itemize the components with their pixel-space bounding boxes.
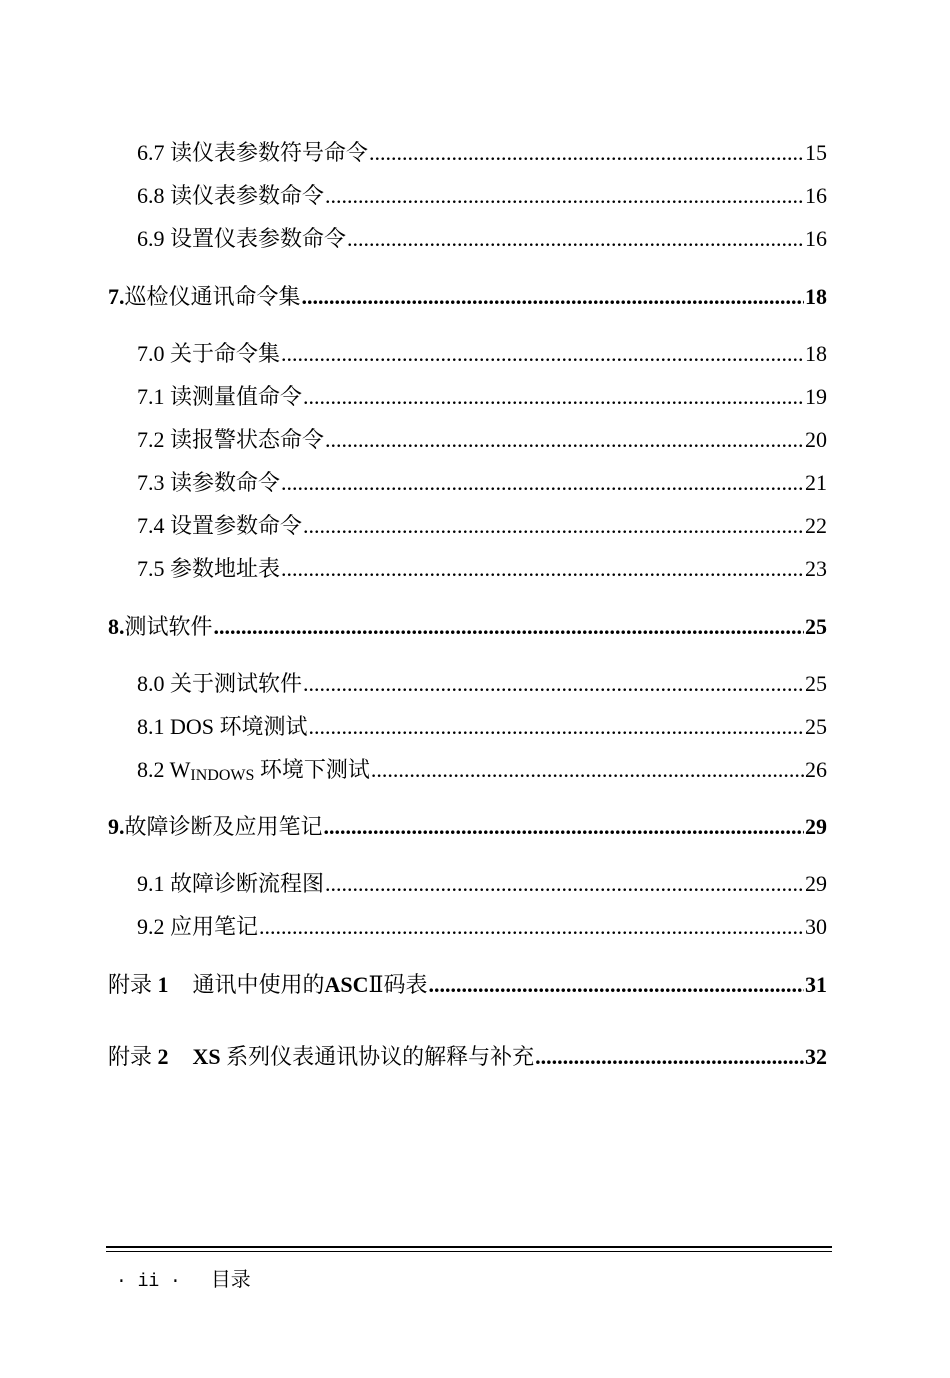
toc-appendix-2[interactable]: 附录 2 XS 系列仪表通讯协议的解释与补充 ..... 32	[108, 1042, 827, 1072]
toc-entry-9-2[interactable]: 9.2 应用笔记 ..... 30	[137, 912, 827, 942]
dot-leader	[535, 1042, 804, 1072]
page-number: 21	[805, 470, 827, 495]
footer-rule	[106, 1246, 832, 1248]
dot-leader	[214, 612, 804, 642]
page-number: 29	[805, 871, 827, 896]
page-number: 25	[805, 714, 827, 739]
page-number: 30	[805, 914, 827, 939]
page-number: 32	[805, 1044, 827, 1069]
toc-entry-7-2[interactable]: 7.2 读报警状态命令 ..... 20	[137, 425, 827, 455]
dot-leader	[259, 912, 804, 942]
dot-leader	[324, 812, 804, 842]
page-number: 19	[805, 384, 827, 409]
page-number: 16	[805, 226, 827, 251]
page-number: 31	[805, 972, 827, 997]
dot-leader	[325, 869, 804, 899]
dot-leader	[302, 282, 804, 312]
toc-entry-7-4[interactable]: 7.4 设置参数命令 ..... 22	[137, 511, 827, 541]
dot-leader	[325, 425, 804, 455]
dot-leader	[371, 755, 804, 785]
toc-entry-6-9[interactable]: 6.9 设置仪表参数命令 ..... 16	[137, 224, 827, 254]
page-footer	[116, 1267, 251, 1295]
toc-entry-8-2[interactable]: 8.2 WINDOWS 环境下测试 ..... 26	[137, 755, 827, 785]
page-number: 18	[805, 284, 827, 309]
footer-rule-thin	[106, 1251, 832, 1252]
page-number: 25	[805, 671, 827, 696]
footer-section-title: 目录	[210, 1269, 251, 1291]
page-number: 15	[805, 140, 827, 165]
dot-leader	[281, 468, 804, 498]
toc-chapter-8[interactable]: 8.测试软件 ..... 25	[108, 612, 827, 642]
page-number: 18	[805, 341, 827, 366]
dot-leader	[325, 181, 804, 211]
dot-leader	[303, 382, 804, 412]
dot-leader	[309, 712, 804, 742]
dot-leader	[303, 511, 804, 541]
toc-entry-9-1[interactable]: 9.1 故障诊断流程图 ..... 29	[137, 869, 827, 899]
dot-leader	[429, 970, 804, 1000]
page-number: 26	[805, 757, 827, 782]
dot-leader	[347, 224, 804, 254]
toc-entry-6-8[interactable]: 6.8 读仪表参数命令 ..... 16	[137, 181, 827, 211]
toc-chapter-7[interactable]: 7.巡检仪通讯命令集 ..... 18	[108, 282, 827, 312]
toc-entry-8-1[interactable]: 8.1 DOS 环境测试 ..... 25	[137, 712, 827, 742]
dot-leader	[281, 339, 804, 369]
toc-entry-7-3[interactable]: 7.3 读参数命令 ..... 21	[137, 468, 827, 498]
toc-entry-7-1[interactable]: 7.1 读测量值命令 ..... 19	[137, 382, 827, 412]
page-number: 25	[805, 614, 827, 639]
dot-leader	[281, 554, 804, 584]
page-number: 29	[805, 814, 827, 839]
toc-entry-6-7[interactable]: 6.7 读仪表参数符号命令 ..... 15	[137, 138, 827, 168]
toc-appendix-1[interactable]: 附录 1 通讯中使用的ASCⅡ码表 ..... 31	[108, 970, 827, 1000]
dot-leader	[369, 138, 804, 168]
toc-chapter-9[interactable]: 9.故障诊断及应用笔记 ..... 29	[108, 812, 827, 842]
page-number: 16	[805, 183, 827, 208]
toc-entry-7-0[interactable]: 7.0 关于命令集 ..... 18	[137, 339, 827, 369]
footer-page-marker: · ii ·	[116, 1272, 181, 1292]
page-number: 22	[805, 513, 827, 538]
toc-entry-8-0[interactable]: 8.0 关于测试软件 ..... 25	[137, 669, 827, 699]
page-number: 23	[805, 556, 827, 581]
page-number: 20	[805, 427, 827, 452]
toc-entry-7-5[interactable]: 7.5 参数地址表 ..... 23	[137, 554, 827, 584]
dot-leader	[303, 669, 804, 699]
